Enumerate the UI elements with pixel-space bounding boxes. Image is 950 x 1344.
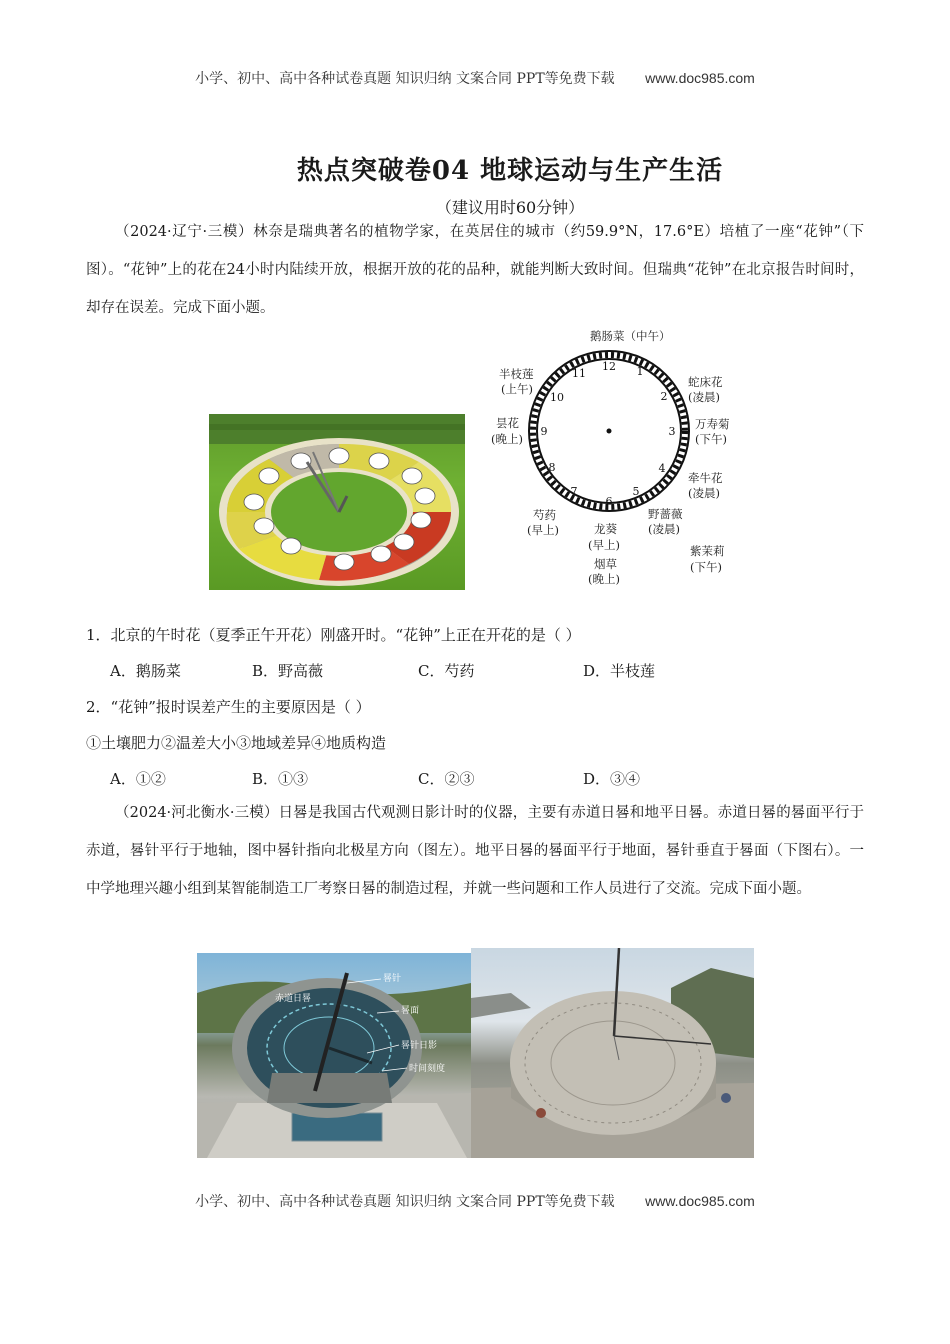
footer-text: 小学、初中、高中各种试卷真题 知识归纳 文案合同 PPT等免费下载 bbox=[195, 1194, 615, 1210]
sundial-label-gnomon: 晷针 bbox=[383, 973, 402, 983]
clock-num-10: 10 bbox=[550, 391, 564, 404]
label-6-name-a: 龙葵 bbox=[594, 522, 617, 536]
label-9-name: 昙花 bbox=[496, 416, 519, 430]
q1-option-a[interactable]: A．鹅肠菜 bbox=[110, 662, 181, 680]
q2-option-c[interactable]: C．②③ bbox=[418, 770, 475, 788]
page-header bbox=[0, 68, 950, 88]
page-subtitle: （建议用时60分钟） bbox=[435, 198, 585, 217]
label-x-name: 紫茉莉 bbox=[690, 544, 725, 558]
sundial-label-equatorial: 赤道日晷 bbox=[275, 993, 312, 1003]
q1-option-c[interactable]: C．芍药 bbox=[418, 662, 475, 680]
label-11-time: (上午) bbox=[501, 382, 533, 396]
clock-num-5: 5 bbox=[632, 485, 640, 498]
clock-num-8: 8 bbox=[548, 461, 556, 474]
clock-num-6: 6 bbox=[605, 495, 613, 508]
clock-num-4: 4 bbox=[658, 462, 666, 475]
label-6-time-b: (晚上) bbox=[588, 572, 620, 586]
flower-clock-photo bbox=[209, 414, 465, 590]
page-title: 热点突破卷04 地球运动与生产生活 bbox=[296, 156, 724, 186]
sundial-label-face: 晷面 bbox=[401, 1005, 420, 1015]
label-9-time: (晚上) bbox=[491, 432, 523, 446]
page-footer bbox=[0, 1191, 950, 1211]
label-4-time: (凌晨) bbox=[688, 486, 720, 500]
q2-option-b[interactable]: B．①③ bbox=[252, 770, 309, 788]
passage-1: （2024·辽宁·三模）林奈是瑞典著名的植物学家，在英居住的城市（约59.9°N，17.6°E）培植了一座“花钟”（下图）。“花钟”上的花在24小时内陆续开放，根据开放的花的品种，就能判断大致时间。但瑞典“花钟”在北京报告时间时，却存在误差。完成下面小题。 bbox=[86, 224, 864, 316]
clock-num-1: 1 bbox=[636, 365, 644, 378]
passage-2: （2024·河北衡水·三模）日晷是我国古代观测日影计时的仪器，主要有赤道日晷和地平日晷。赤道日晷的晷面平行于赤道，晷针平行于地轴，图中晷针指向北极星方向（图左）。地平日晷的晷面平行于地面，晷针垂直于晷面（下图右）。一中学地理兴趣小组到某智能制造工厂考察日晷的制造过程，并就一些问题和工作人员进行了交流。完成下面小题。 bbox=[86, 805, 864, 897]
q1-option-b[interactable]: B．野高薇 bbox=[252, 662, 324, 680]
label-x-time: (下午) bbox=[690, 560, 722, 574]
label-1-time: (凌晨) bbox=[688, 390, 720, 404]
q1-option-d[interactable]: D．半枝莲 bbox=[583, 662, 656, 680]
label-3-time: (下午) bbox=[695, 432, 727, 446]
footer-site[interactable]: www.doc985.com bbox=[645, 1193, 755, 1209]
label-7-name: 芍药 bbox=[533, 508, 556, 522]
question-2-items: ①土壤肥力②温差大小③地域差异④地质构造 bbox=[86, 734, 387, 752]
clock-num-2: 2 bbox=[660, 390, 668, 403]
clock-num-9: 9 bbox=[540, 425, 548, 438]
label-11-name: 半枝莲 bbox=[499, 367, 534, 381]
sundial-label-scale: 时间刻度 bbox=[409, 1063, 446, 1073]
clock-num-3: 3 bbox=[668, 425, 676, 438]
q2-option-a[interactable]: A．①② bbox=[110, 770, 166, 788]
flower-clock-diagram bbox=[490, 325, 750, 593]
label-noon: 鹅肠菜（中午） bbox=[590, 329, 671, 343]
label-6-time-a: (早上) bbox=[588, 538, 620, 552]
header-text: 小学、初中、高中各种试卷真题 知识归纳 文案合同 PPT等免费下载 bbox=[195, 71, 615, 87]
label-3-name: 万寿菊 bbox=[695, 417, 730, 431]
label-6-name-b: 烟草 bbox=[594, 557, 617, 571]
horizontal-sundial-photo bbox=[471, 948, 754, 1158]
label-5-time: (凌晨) bbox=[648, 522, 680, 536]
sundial-label-shadow: 晷针日影 bbox=[401, 1040, 438, 1050]
label-4-name: 牵牛花 bbox=[688, 471, 723, 485]
clock-num-11: 11 bbox=[572, 367, 586, 380]
header-site[interactable]: www.doc985.com bbox=[645, 70, 755, 86]
clock-face bbox=[529, 351, 689, 511]
clock-num-12: 12 bbox=[602, 360, 616, 373]
label-7-time: (早上) bbox=[527, 523, 559, 537]
label-1-name: 蛇床花 bbox=[688, 375, 723, 389]
clock-num-7: 7 bbox=[570, 485, 578, 498]
equatorial-sundial-photo bbox=[197, 953, 471, 1158]
label-5-name: 野蔷薇 bbox=[648, 507, 683, 521]
question-1-stem: 1．北京的午时花（夏季正午开花）刚盛开时。“花钟”上正在开花的是（ ） bbox=[86, 626, 581, 644]
q2-option-d[interactable]: D．③④ bbox=[583, 770, 641, 788]
question-2-stem: 2．“花钟”报时误差产生的主要原因是（ ） bbox=[86, 698, 371, 716]
